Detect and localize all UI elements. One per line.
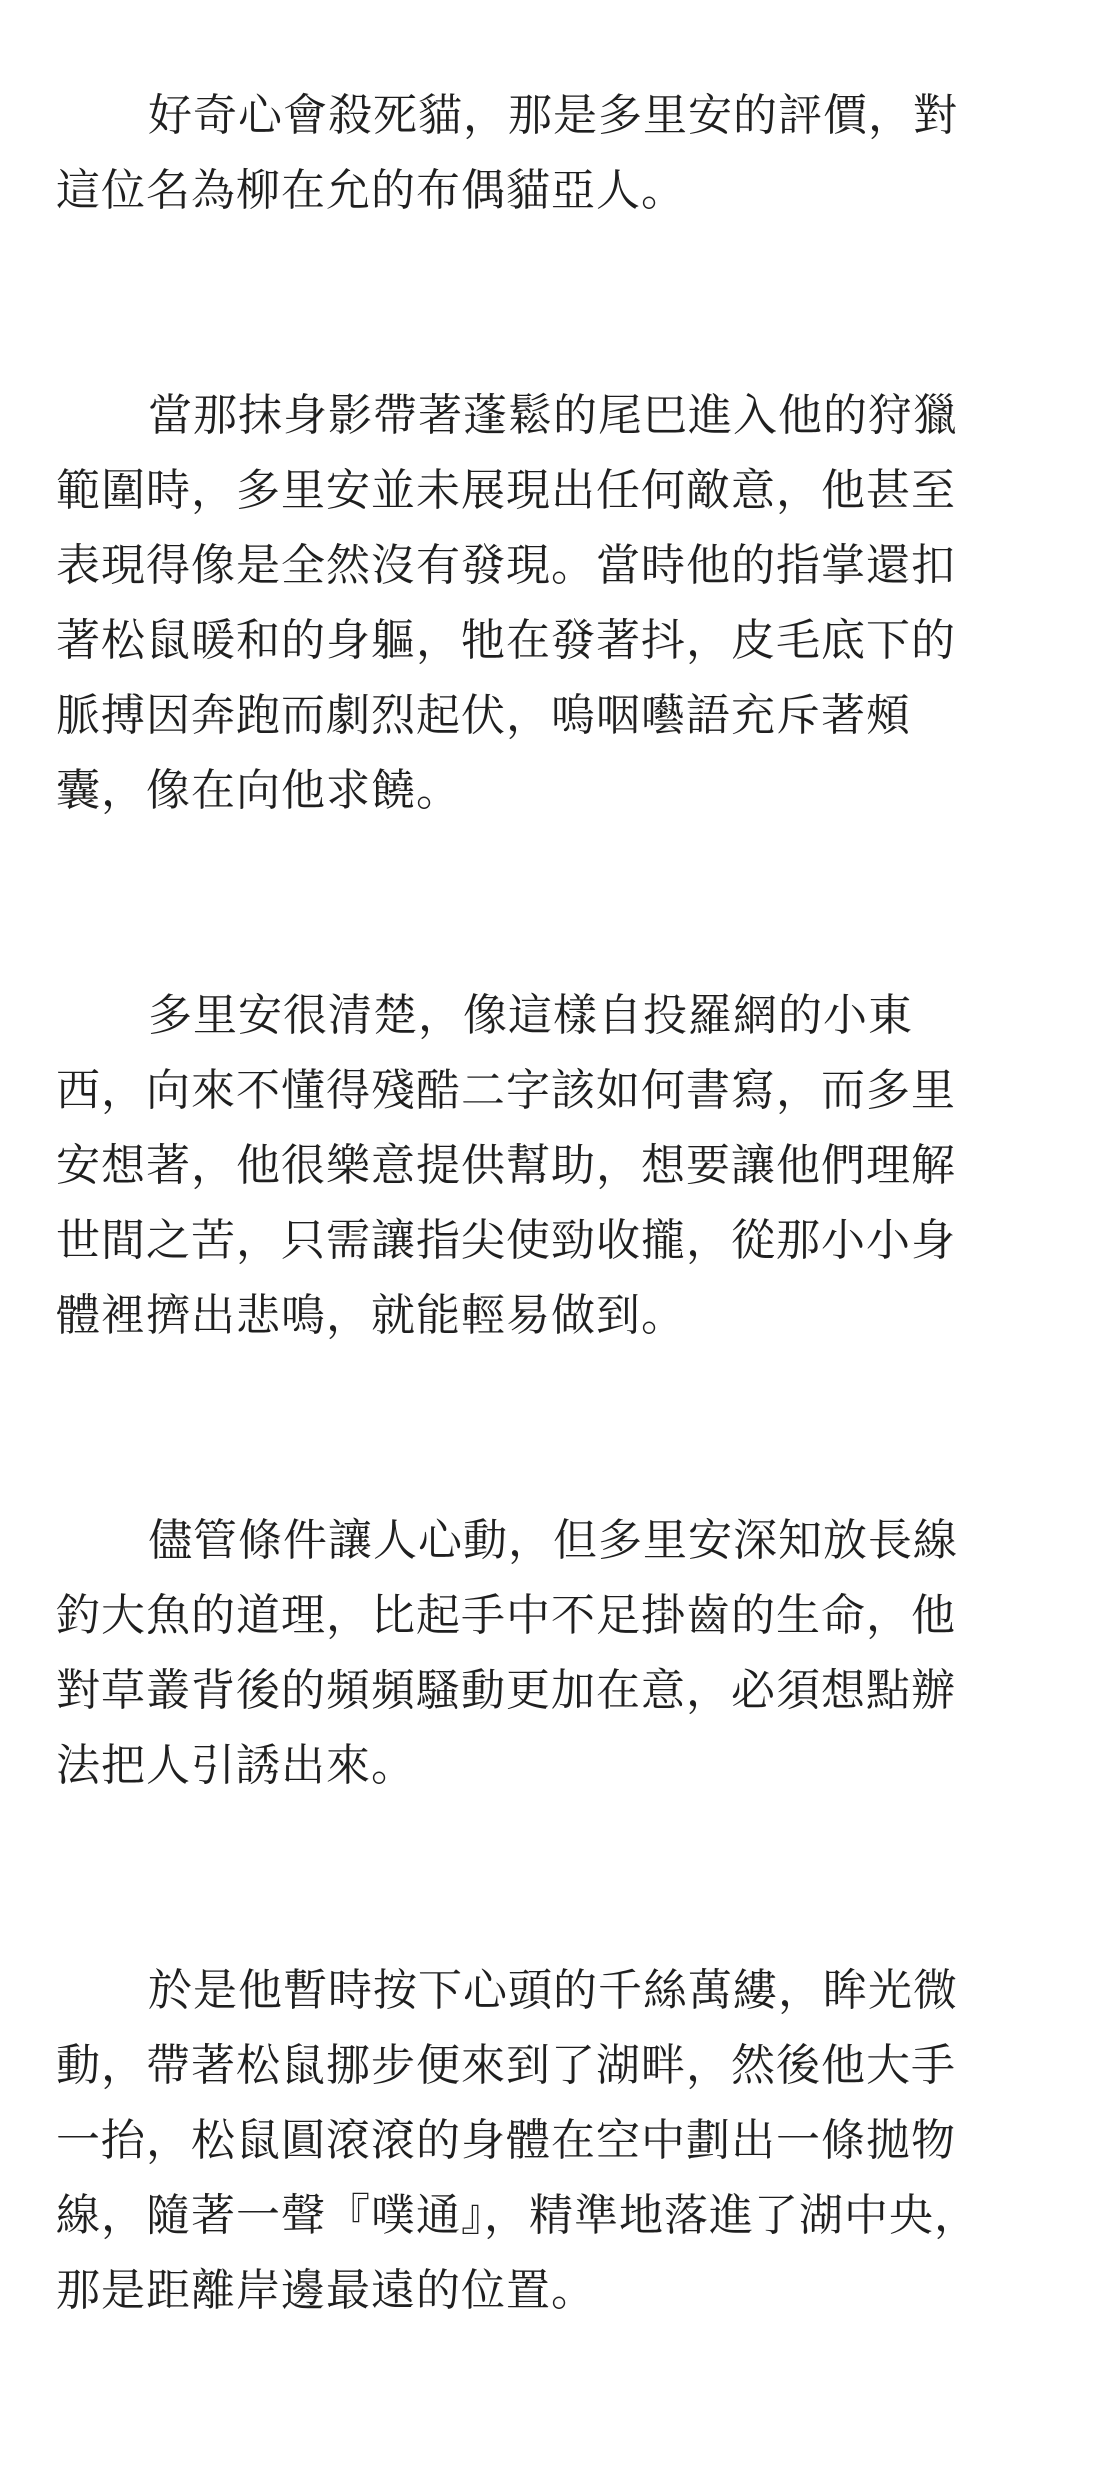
text-line: 體裡擠出悲鳴，就能輕易做到。: [56, 1290, 686, 1341]
text-line: 多里安很清楚，像這樣自投羅網的小東: [148, 990, 913, 1041]
text-line: 一抬，松鼠圓滾滾的身體在空中劃出一條拋物: [56, 2115, 956, 2166]
text-line: 線，隨著一聲『噗通』，精準地落進了湖中央，: [56, 2190, 979, 2241]
text-line: 範圍時，多里安並未展現出任何敵意，他甚至: [56, 465, 956, 516]
text-line: 安想著，他很樂意提供幫助，想要讓他們理解: [56, 1140, 956, 1191]
text-line: 那是距離岸邊最遠的位置。: [56, 2265, 596, 2316]
text-line: 表現得像是全然沒有發現。當時他的指掌還扣: [56, 540, 956, 591]
text-line: 對草叢背後的頻頻騷動更加在意，必須想點辦: [56, 1665, 956, 1716]
reading-view[interactable]: [56, 78, 1016, 2478]
text-line: 當那抹身影帶著蓬鬆的尾巴進入他的狩獵: [148, 390, 958, 441]
text-line: 儘管條件讓人心動，但多里安深知放長線: [148, 1515, 958, 1566]
paragraph-3: [56, 978, 1016, 1353]
text-line: 動，帶著松鼠挪步便來到了湖畔，然後他大手: [56, 2040, 956, 2091]
text-line: 脈搏因奔跑而劇烈起伏，嗚咽囈語充斥著頰: [56, 690, 911, 741]
text-line: 這位名為柳在允的布偶貓亞人。: [56, 165, 686, 216]
text-line: 世間之苦，只需讓指尖使勁收攏，從那小小身: [56, 1215, 956, 1266]
text-line: 好奇心會殺死貓，那是多里安的評價，對: [148, 90, 958, 141]
text-line: 於是他暫時按下心頭的千絲萬縷，眸光微: [148, 1965, 958, 2016]
text-line: 法把人引誘出來。: [56, 1740, 416, 1791]
text-line: 著松鼠暖和的身軀，牠在發著抖，皮毛底下的: [56, 615, 956, 666]
paragraph-4: [56, 1503, 1016, 1803]
paragraph-2: [56, 378, 1016, 828]
text-line: 囊，像在向他求饒。: [56, 765, 461, 816]
text-line: 釣大魚的道理，比起手中不足掛齒的生命，他: [56, 1590, 956, 1641]
paragraph-1: [56, 78, 1016, 228]
paragraph-5: [56, 1953, 1016, 2328]
text-line: 西，向來不懂得殘酷二字該如何書寫，而多里: [56, 1065, 956, 1116]
